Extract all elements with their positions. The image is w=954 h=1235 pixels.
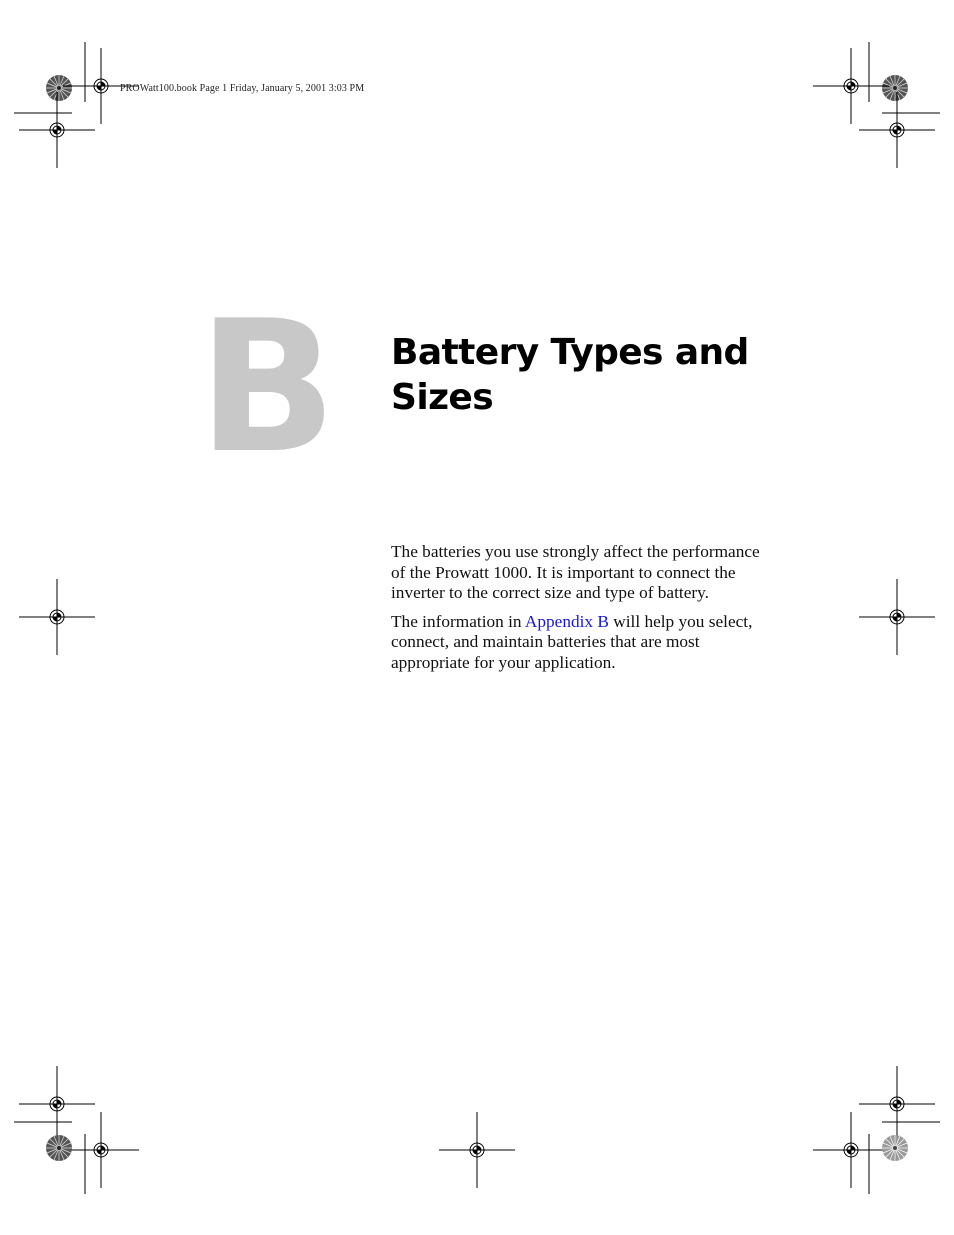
crop-mark-icon (14, 42, 940, 113)
registration-mark-icon (813, 48, 889, 124)
registration-mark-icon (859, 1066, 935, 1142)
registration-mark-icon (859, 92, 935, 168)
color-bar-target-icon (882, 75, 908, 101)
book-slug-header: PROWatt100.book Page 1 Friday, January 5, 2001 3:03 PM (120, 83, 365, 94)
registration-mark-icon (63, 1112, 139, 1188)
chapter-letter: B (198, 281, 337, 493)
paragraph-2-text-after: will help you select, connect, and maintain batteries that are most appropriate for your application. (391, 611, 753, 672)
intro-paragraph-1: The batteries you use strongly affect the performance of the Prowatt 1000. It is important to connect the inverter to the correct size and type of battery. (391, 542, 760, 602)
appendix-b-link[interactable]: Appendix B (524, 611, 609, 631)
registration-mark-icon (19, 579, 95, 655)
chapter-title-line-1: Battery Types and (391, 332, 749, 373)
chapter-intro (391, 542, 766, 681)
intro-paragraph-2 (391, 612, 766, 674)
registration-mark-icon (859, 579, 935, 655)
chapter-title-line-2: Sizes (391, 377, 494, 418)
registration-mark-icon (19, 92, 95, 168)
registration-mark-icon (439, 1112, 515, 1188)
color-bar-target-icon (46, 75, 72, 101)
registration-mark-icon (813, 1112, 889, 1188)
registration-mark-icon (19, 1066, 95, 1142)
color-bar-target-icon (882, 1135, 908, 1161)
chapter-title (391, 330, 811, 420)
color-bar-target-icon (46, 1135, 72, 1161)
paragraph-2-text-before: The information in (391, 611, 525, 631)
